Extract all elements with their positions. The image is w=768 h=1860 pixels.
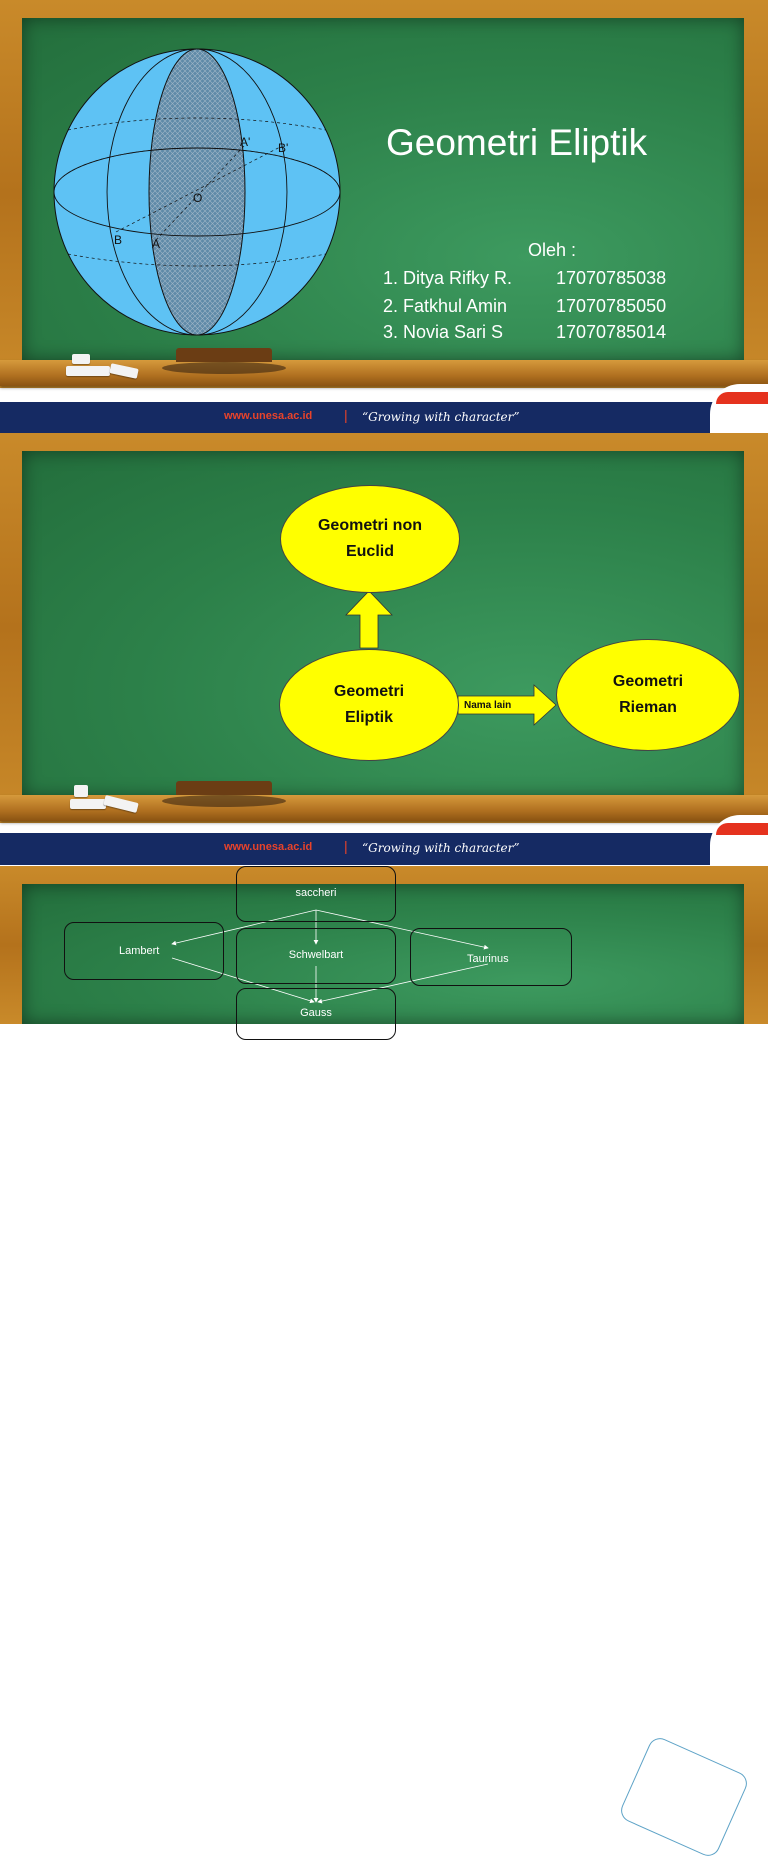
footer-url[interactable]: www.unesa.ac.id [224,841,313,853]
member-row [383,268,703,292]
chalk-piece [70,799,106,809]
footer-bar [0,833,768,865]
member-nim: 17070785014 [556,322,667,342]
label-o: O [193,191,203,205]
footer-separator: | [344,838,348,854]
footer-decoration [710,384,768,434]
member-nim: 17070785038 [556,268,667,288]
slide-1 [0,0,768,433]
node-taurinus: Taurinus [410,928,572,986]
node-geometri-eliptik: Geometri Eliptik [279,649,459,761]
node-geometri-non-euclid: Geometri non Euclid [280,485,460,593]
label-a-prime: A' [240,135,251,149]
node-saccheri: saccheri [236,866,396,922]
footer-tagline: “Growing with character” [362,410,520,424]
node-geometri-rieman: Geometri Rieman [556,639,740,751]
footer-decoration [710,815,768,865]
sphere-diagram [50,46,344,338]
chalk-piece [66,366,110,376]
slide-3 [0,866,768,1826]
chalk-piece [72,354,90,364]
footer-separator: | [344,407,348,423]
member-row [383,322,703,346]
eraser [176,348,272,362]
up-arrow [346,591,392,648]
node-lambert: Lambert [64,922,224,980]
chalk-piece [74,785,88,797]
node-gauss: Gauss [236,988,396,1040]
arrow-label: Nama lain [464,700,512,711]
member-row [383,296,703,320]
member-nim: 17070785050 [556,296,667,316]
skema-note: Skema Perkembangan Geometri Non Euclid [617,1734,750,1859]
footer-bar [0,402,768,434]
member-name: 1. Ditya Rifky R. [383,268,513,288]
footer-url[interactable]: www.unesa.ac.id [224,410,313,422]
eraser [176,781,272,795]
member-name: 2. Fatkhul Amin [383,296,508,316]
label-b: B [114,233,123,247]
slide-title: Geometri Eliptik [386,122,648,163]
member-name: 3. Novia Sari S [383,322,504,342]
oleh-label: Oleh : [528,240,577,260]
label-b-prime: B' [278,141,289,155]
footer-tagline: “Growing with character” [362,841,520,855]
slide-2 [0,433,768,866]
label-a: A [152,237,161,251]
node-schwelbart: Schwelbart [236,928,396,984]
